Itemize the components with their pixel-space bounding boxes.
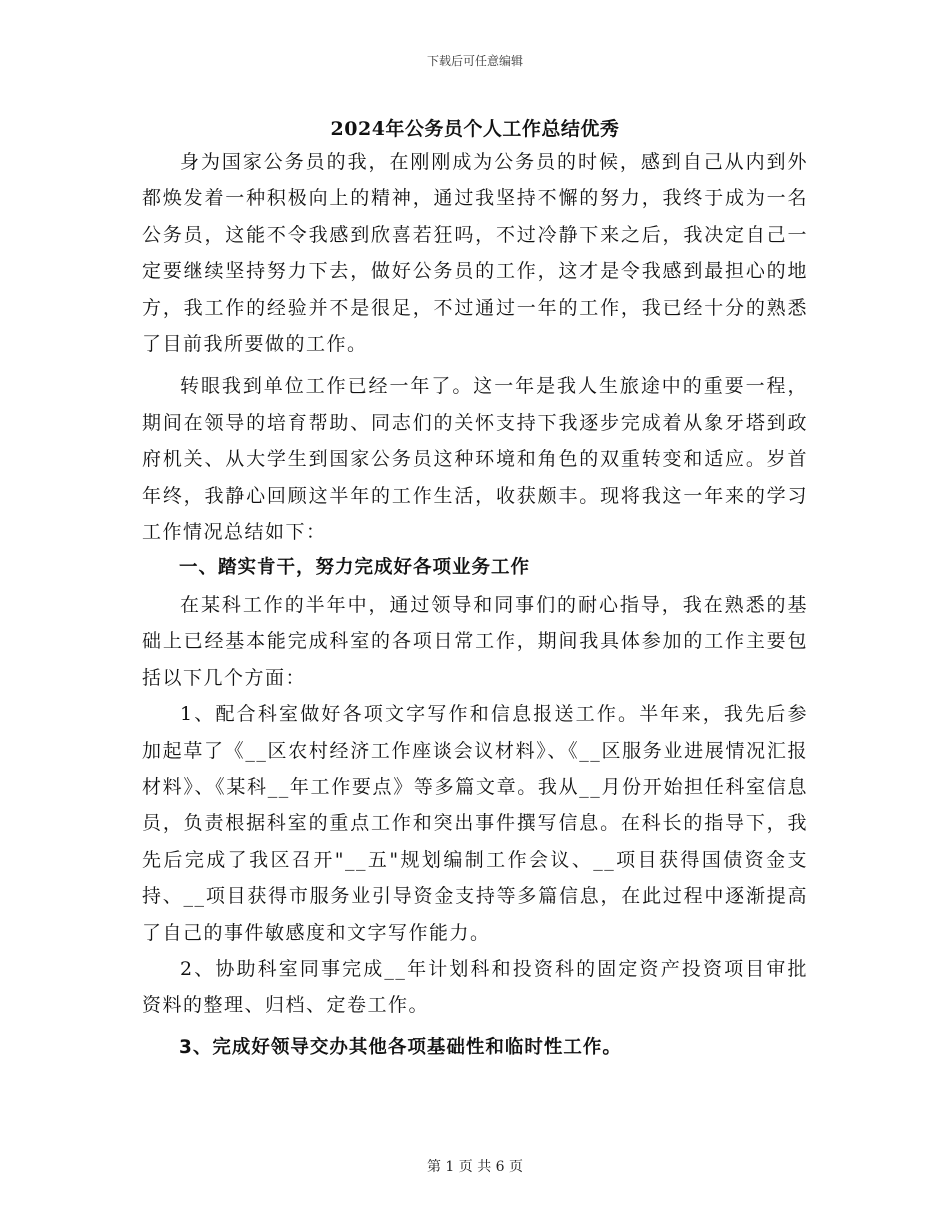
paragraph-item-1: 1、配合科室做好各项文字写作和信息报送工作。半年来，我先后参加起草了《__区农村经济工作座谈会议材料》、《__区服务业进展情况汇报材料》、《某科__年工作要点》等多篇文章。我从__月份开始担任科室信息员，负责根据科室的重点工作和突出事件撰写信息。在科长的指导下，我先后完成了我区召开"__五"规划编制工作会议、__项目获得国债资金支持、__项目获得市服务业引导资金支持等多篇信息，在此过程中逐渐提高了自己的事件敏感度和文字写作能力。 xyxy=(142,703,808,944)
paragraph-item-2: 2、协助科室同事完成__年计划科和投资科的固定资产投资项目审批资料的整理、归档、定卷工作。 xyxy=(142,957,808,1017)
section-heading-1: 一、踏实肯干，努力完成好各项业务工作 xyxy=(179,557,531,579)
document-body xyxy=(142,144,808,1066)
header-note: 下载后可任意编辑 xyxy=(426,54,523,68)
document-title: 2024年公务员个人工作总结优秀 xyxy=(330,118,620,140)
paragraph-section-intro: 在某科工作的半年中，通过领导和同事们的耐心指导，我在熟悉的基础上已经基本能完成科室的各项日常工作，期间我具体参加的工作主要包括以下几个方面： xyxy=(142,593,808,689)
page-number: 第 1 页 共 6 页 xyxy=(426,1159,524,1175)
paragraph-intro: 身为国家公务员的我，在刚刚成为公务员的时候，感到自己从内到外都焕发着一种积极向上的精神，通过我坚持不懈的努力，我终于成为一名公务员，这能不令我感到欣喜若狂吗，不过冷静下来之后，我决定自己一定要继续坚持努力下去，做好公务员的工作，这才是令我感到最担心的地方，我工作的经验并不是很足，不过通过一年的工作，我已经十分的熟悉了目前我所要做的工作。 xyxy=(142,151,808,356)
paragraph-overview: 转眼我到单位工作已经一年了。这一年是我人生旅途中的重要一程，期间在领导的培育帮助、同志们的关怀支持下我逐步完成着从象牙塔到政府机关、从大学生到国家公务员这种环境和角色的双重转变和适应。岁首年终，我静心回顾这半年的工作生活，收获颇丰。现将我这一年来的学习工作情况总结如下： xyxy=(142,375,808,544)
paragraph-item-3: 3、完成好领导交办其他各项基础性和临时性工作。 xyxy=(179,1036,622,1058)
